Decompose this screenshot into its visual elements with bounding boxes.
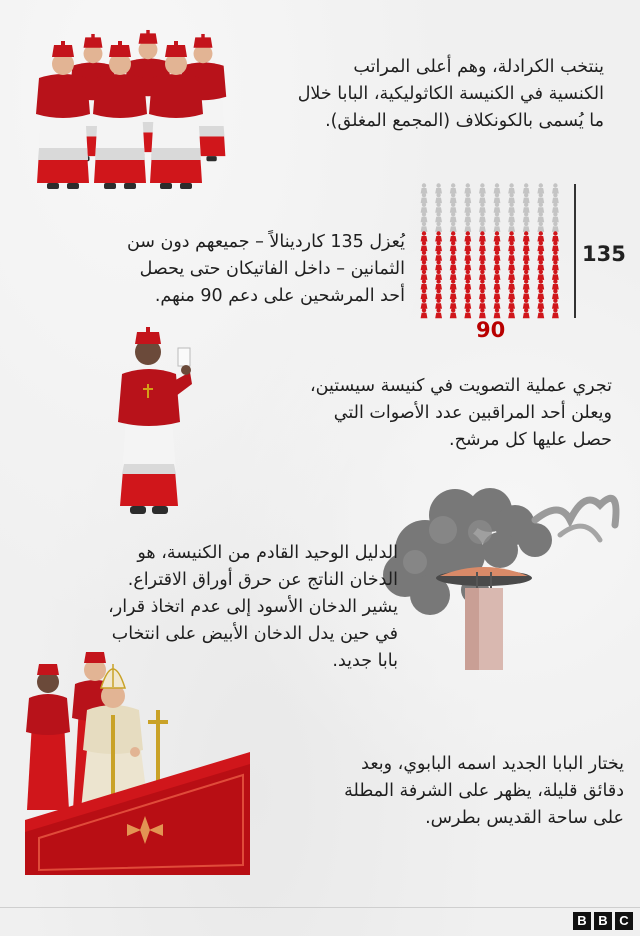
cardinal-figure [552,308,559,318]
voting-line: تجري عملية التصويت في كنيسة سيستين، [309,376,612,396]
cardinal-figure [435,193,442,203]
smoke-line: في حين يدل الدخان الأبيض على انتخاب [111,624,398,644]
electors-line: ينتخب الكرادلة، وهم أعلى المراتب [353,57,604,77]
cardinal-figure [552,193,559,203]
cardinal-figure [479,308,486,318]
cardinal-figure [421,231,428,241]
isolation-line: يُعزل 135 كاردينالاً – جميعهم دون سن [126,232,405,252]
cardinal-figure [421,299,428,309]
cardinal-figure [479,222,486,232]
cardinal-figure [450,279,457,289]
cardinal-figure [552,270,559,280]
cardinal-figure [435,203,442,213]
balcony-text [344,751,624,832]
cardinal-figure [421,241,428,251]
cardinal-figure [450,260,457,270]
cardinal-figure [464,289,471,299]
cardinal-figure [464,212,471,222]
balcony-line: على ساحة القديس بطرس. [425,808,624,828]
cardinal-figure [479,251,486,261]
cardinal-figure [479,193,486,203]
majority-count: 90 [476,318,506,342]
cardinal-figure [537,308,544,318]
chimney-smoke-illustration [385,480,630,670]
cardinal-figure [523,231,530,241]
cardinal-figure [479,260,486,270]
cardinals-group-illustration [38,18,248,193]
cardinal-figure [464,270,471,280]
cardinal-figure [421,212,428,222]
cardinal-figure [421,222,428,232]
cardinal-figure [523,308,530,318]
cardinal-figure [523,203,530,213]
cardinal-figure [464,308,471,318]
cardinal-figure [508,241,515,251]
cardinal-figure [464,222,471,232]
cardinal-figure [523,251,530,261]
cardinal-figure [494,289,501,299]
cardinal-figure [537,222,544,232]
cardinal-figure [523,279,530,289]
cardinal-figure [523,289,530,299]
electors-line: ما يُسمى بالكونكلاف (المجمع المغلق). [325,111,604,131]
cardinal-figure [508,193,515,203]
cardinal-figure [508,222,515,232]
cardinal-figure [450,241,457,251]
cardinal-figure [537,260,544,270]
cardinals-count-grid [418,183,568,318]
cardinal-figure [537,251,544,261]
cardinal-figure [450,299,457,309]
electors-line: الكنسية في الكنيسة الكاثوليكية، البابا خلال [297,84,604,104]
cardinal-figure [552,299,559,309]
cardinal-figure [552,241,559,251]
cardinal-figure [537,279,544,289]
smoke-line: الدخان الناتج عن حرق أوراق الاقتراع. [127,570,398,590]
cardinal-figure [450,212,457,222]
cardinal-figure [523,212,530,222]
cardinal-figure [479,212,486,222]
cardinal-figure [523,193,530,203]
bbc-logo [573,912,633,930]
cardinal-figure [435,260,442,270]
cardinal-figure [508,299,515,309]
cardinal-figure [435,279,442,289]
cardinal-figure [552,183,559,193]
cardinal-figure [537,183,544,193]
cardinal-figure [464,193,471,203]
cardinal-figure [421,193,428,203]
cardinal-figure [494,222,501,232]
cardinal-figure [479,231,486,241]
cardinal-figure [435,270,442,280]
cardinal-figure [479,241,486,251]
voting-text [310,373,612,454]
cardinal-figure [552,203,559,213]
voting-line: حصل عليها كل مرشح. [449,430,612,450]
cardinal-figure [421,260,428,270]
isolation-line: أحد المرشحين على دعم 90 منهم. [154,286,405,306]
cardinal-figure [523,260,530,270]
cardinal-figure [508,203,515,213]
cardinal-figure [523,222,530,232]
cardinal-figure [552,260,559,270]
cardinal-figure [537,231,544,241]
bbc-logo-letter: C [615,912,633,930]
cardinal-figure [450,222,457,232]
cardinal-figure [450,251,457,261]
voting-cardinal-illustration [112,326,202,521]
cardinal-figure [435,289,442,299]
cardinal-figure [537,193,544,203]
cardinal-figure [494,183,501,193]
cardinal-figure [464,260,471,270]
cardinal-figure [464,251,471,261]
smoke-line: الدليل الوحيد القادم من الكنيسة، هو [137,543,398,563]
cardinal-figure [508,212,515,222]
cardinal-figure [552,251,559,261]
cardinal-figure [523,183,530,193]
cardinal-figure [421,270,428,280]
bbc-logo-letter: B [573,912,591,930]
cardinal-figure [479,270,486,280]
cardinal-figure [494,279,501,289]
cardinal-figure [494,251,501,261]
cardinal-figure [537,270,544,280]
cardinal-figure [552,231,559,241]
cardinal-figure [450,270,457,280]
cardinal-figure [435,251,442,261]
cardinal-figure [537,289,544,299]
cardinal-figure [435,222,442,232]
smoke-text [108,540,398,675]
smoke-line: بابا جديد. [332,651,398,671]
isolation-text [127,229,405,310]
cardinal-figure [479,183,486,193]
cardinal-figure [479,299,486,309]
cardinal-figure [450,231,457,241]
cardinal-figure [450,289,457,299]
cardinal-figure [494,231,501,241]
cardinal-figure [421,308,428,318]
cardinal-figure [537,212,544,222]
cardinal-figure [450,308,457,318]
cardinal-figure [508,260,515,270]
cardinal-figure [552,222,559,232]
cardinal-figure [508,279,515,289]
cardinal-figure [508,231,515,241]
cardinal-figure [464,203,471,213]
cardinal-figure [494,241,501,251]
cardinal-figure [494,193,501,203]
cardinal-figure [523,299,530,309]
cardinal-figure [464,241,471,251]
count-bracket [571,182,581,322]
cardinal-figure [523,270,530,280]
cardinal-figure [421,251,428,261]
cardinal-figure [537,241,544,251]
cardinal-figure [450,193,457,203]
cardinal-figure [537,299,544,309]
cardinal-figure [464,299,471,309]
bbc-logo-letter: B [594,912,612,930]
cardinal-figure [494,212,501,222]
cardinal-figure [435,299,442,309]
voting-line: ويعلن أحد المراقبين عدد الأصوات التي [333,403,612,423]
cardinal-figure [494,308,501,318]
cardinal-figure [450,203,457,213]
cardinal-figure [435,231,442,241]
cardinal-figure [421,279,428,289]
cardinal-figure [552,289,559,299]
cardinal-figure [435,308,442,318]
cardinal-figure [421,203,428,213]
cardinal-figure [508,251,515,261]
balcony-line: يختار البابا الجديد اسمه البابوي، وبعد [361,754,624,774]
cardinal-figure [479,279,486,289]
electors-text [298,54,604,135]
cardinal-figure [421,183,428,193]
cardinal-figure [494,203,501,213]
cardinal-figure [537,203,544,213]
cardinal-figure [523,241,530,251]
cardinal-figure [464,183,471,193]
footer-divider [0,907,640,908]
cardinal-figure [435,241,442,251]
cardinal-figure [435,183,442,193]
cardinal-figure [552,212,559,222]
cardinal-figure [479,203,486,213]
cardinal-figure [421,289,428,299]
cardinal-figure [435,212,442,222]
cardinal-figure [508,183,515,193]
cardinal-figure [552,279,559,289]
cardinal-figure [508,289,515,299]
cardinal-figure [450,183,457,193]
cardinal-figure [494,270,501,280]
cardinal-figure [494,299,501,309]
smoke-line: يشير الدخان الأسود إلى عدم اتخاذ قرار، [108,597,398,617]
isolation-line: الثمانين – داخل الفاتيكان حتى يحصل [139,259,405,279]
cardinal-figure [508,308,515,318]
pope-balcony-illustration [25,660,255,875]
cardinal-figure [464,231,471,241]
cardinal-figure [464,279,471,289]
total-cardinals-count: 135 [582,242,626,266]
balcony-line: دقائق قليلة، يظهر على الشرفة المطلة [344,781,624,801]
cardinal-figure [479,289,486,299]
cardinal-figure [508,270,515,280]
cardinal-figure [494,260,501,270]
